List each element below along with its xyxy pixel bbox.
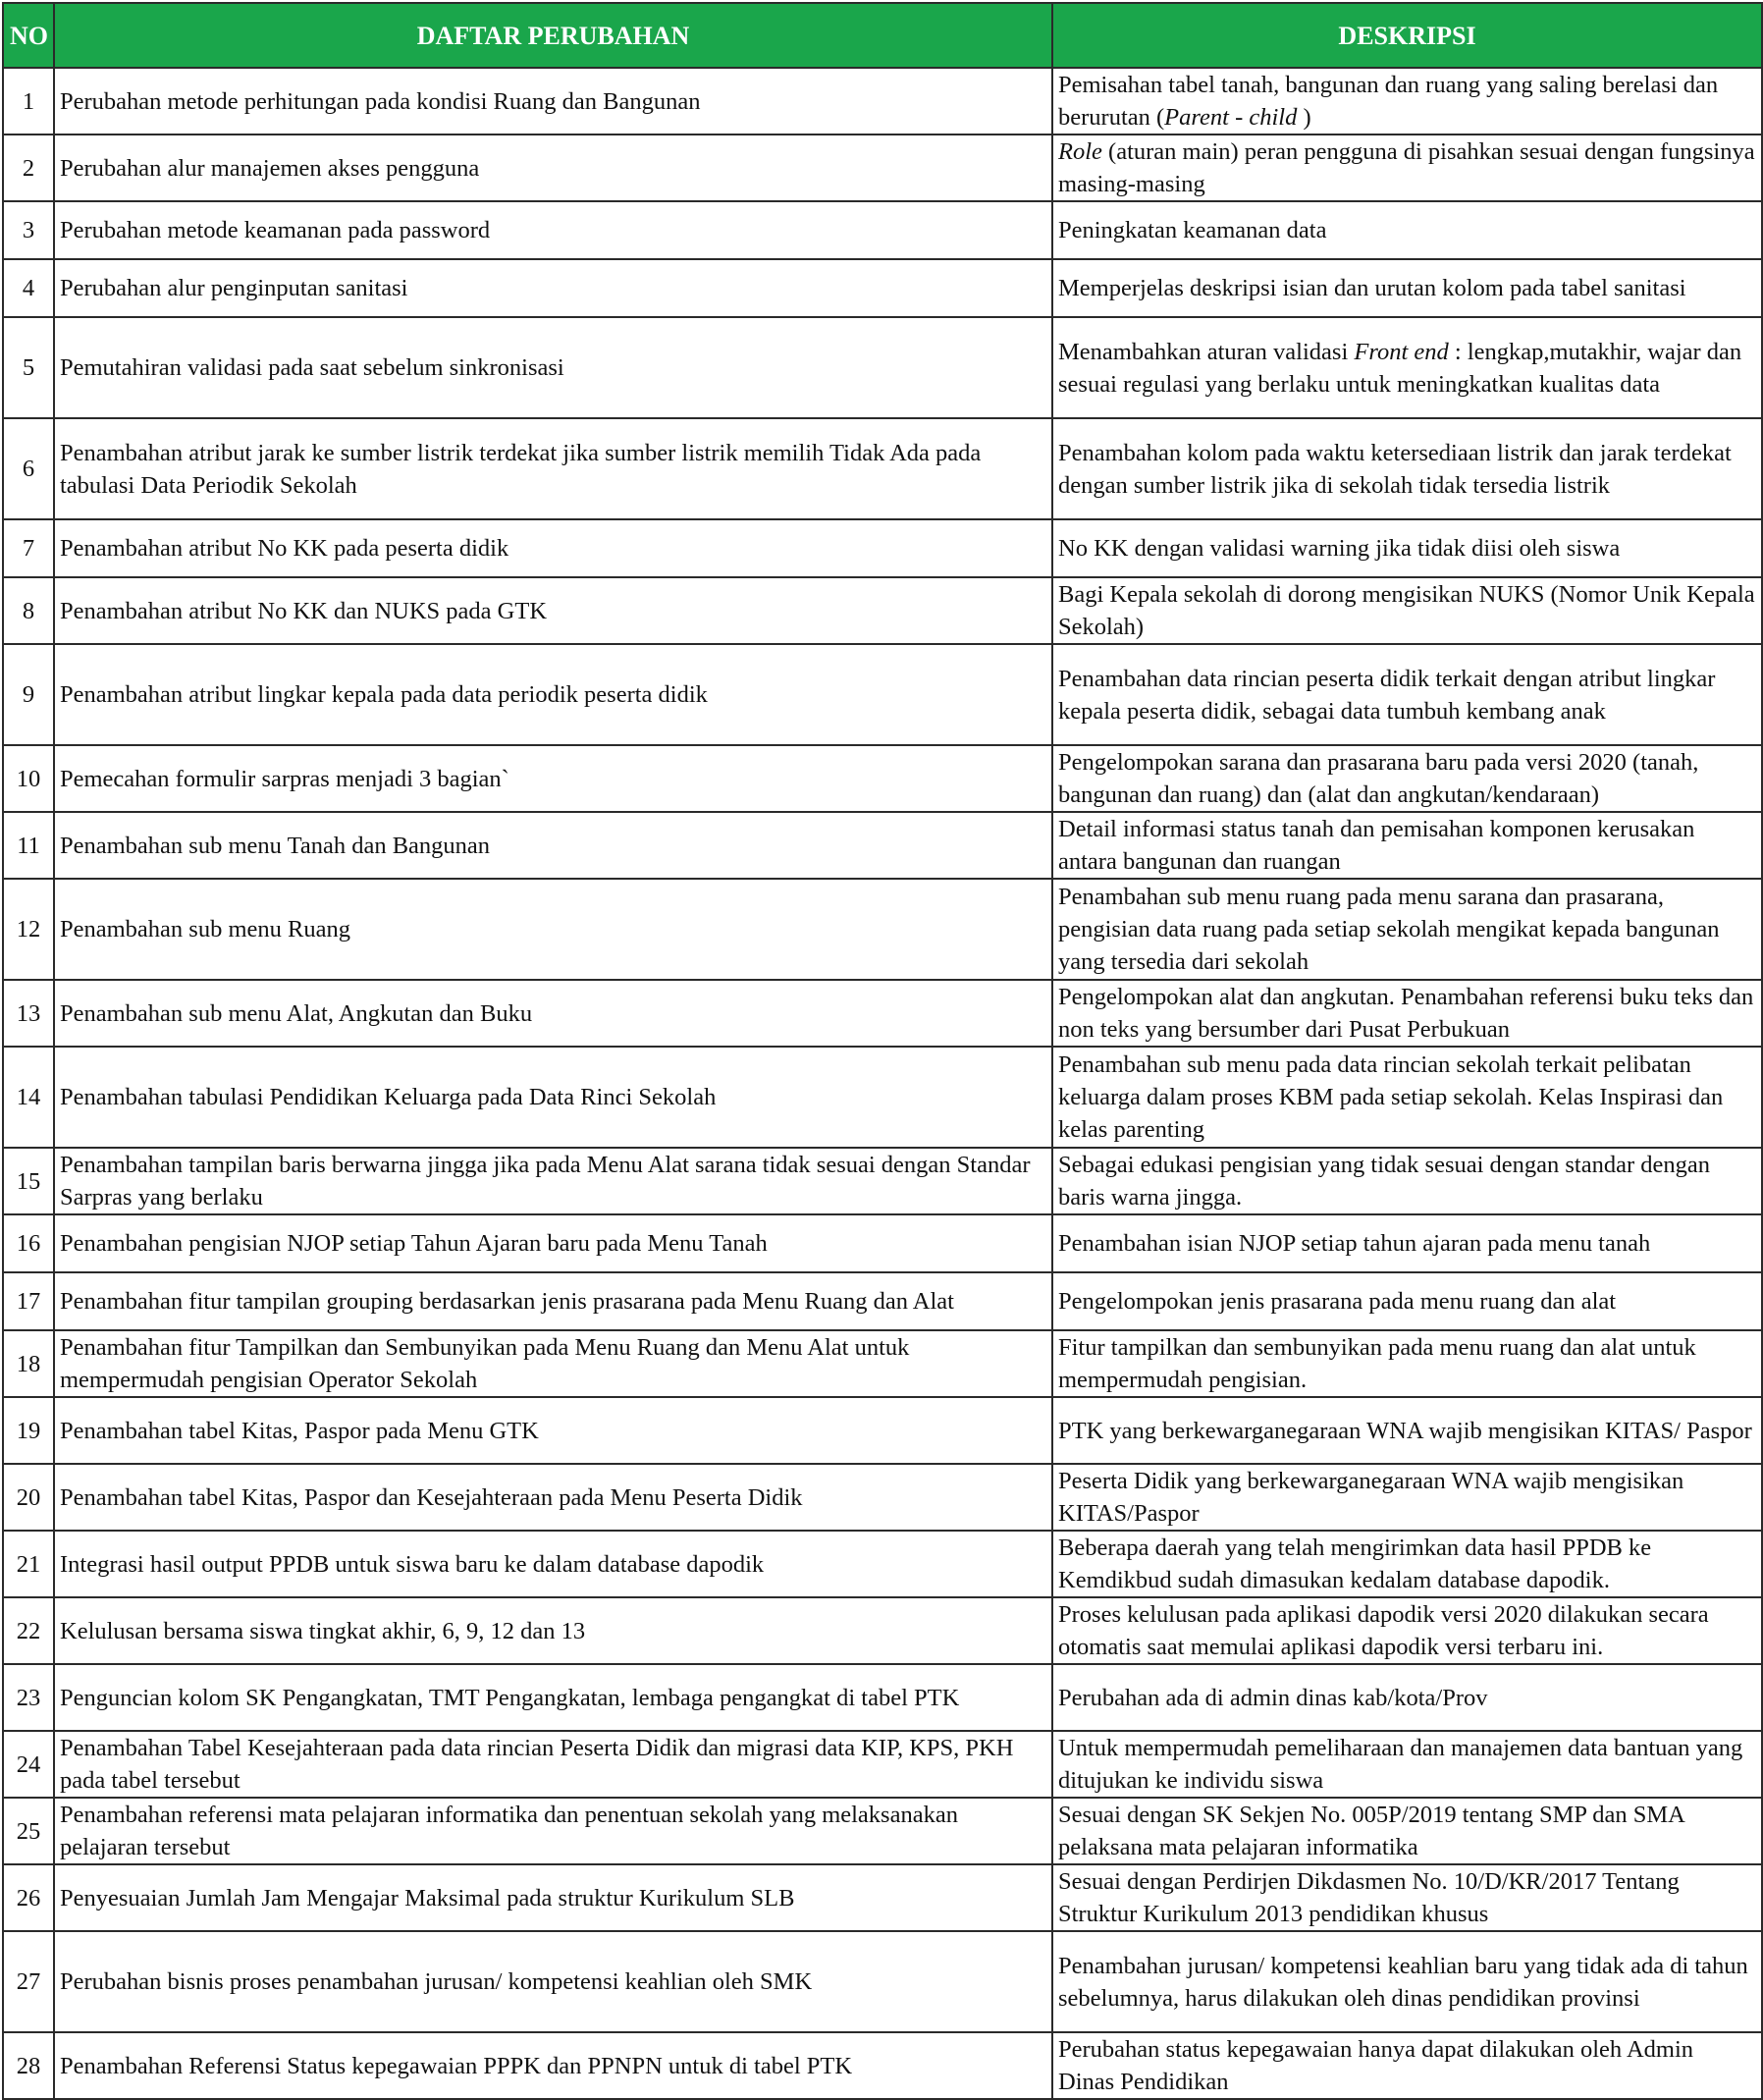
description-cell [1052, 1464, 1762, 1531]
change-item: Penambahan Tabel Kesejahteraan pada data rincian Peserta Didik dan migrasi data KIP, KPS, PKH pada tabel tersebut [54, 1731, 1052, 1798]
table-row [3, 644, 1762, 745]
row-number: 17 [3, 1272, 54, 1330]
row-number: 2 [3, 135, 54, 201]
change-item: Pemutahiran validasi pada saat sebelum sinkronisasi [54, 317, 1052, 418]
description-cell [1052, 1148, 1762, 1214]
description-cell [1052, 418, 1762, 519]
table-row [3, 1731, 1762, 1798]
table-row [3, 418, 1762, 519]
description-text: (aturan main) peran pengguna di pisahkan sesuai dengan fungsinya masing-masing [1058, 138, 1755, 197]
description-cell [1052, 1931, 1762, 2032]
description-text: Penambahan jurusan/ kompetensi keahlian baru yang tidak ada di tahun sebelumnya, harus dilakukan oleh dinas pendidikan provinsi [1058, 1952, 1748, 2012]
change-item: Penambahan Referensi Status kepegawaian PPPK dan PPNPN untuk di tabel PTK [54, 2032, 1052, 2099]
description-cell [1052, 1531, 1762, 1597]
description-italic-text: Front end [1354, 338, 1449, 365]
table-row [3, 1464, 1762, 1531]
change-item: Pemecahan formulir sarpras menjadi 3 bagian` [54, 745, 1052, 812]
description-text: Peserta Didik yang berkewarganegaraan WNA wajib mengisikan KITAS/Paspor [1058, 1468, 1684, 1527]
table-header-row [3, 3, 1762, 68]
row-number: 23 [3, 1664, 54, 1731]
row-number: 18 [3, 1330, 54, 1397]
row-number: 14 [3, 1047, 54, 1148]
description-text: Pengelompokan alat dan angkutan. Penambahan referensi buku teks dan non teks yang bersumber dari Pusat Perbukuan [1058, 984, 1754, 1043]
table-row [3, 879, 1762, 980]
change-item: Penyesuaian Jumlah Jam Mengajar Maksimal pada struktur Kurikulum SLB [54, 1864, 1052, 1931]
table-row [3, 2032, 1762, 2099]
row-number: 3 [3, 201, 54, 259]
row-number: 12 [3, 879, 54, 980]
description-text: No KK dengan validasi warning jika tidak diisi oleh siswa [1058, 535, 1621, 562]
row-number: 4 [3, 259, 54, 317]
description-text: Pengelompokan jenis prasarana pada menu ruang dan alat [1058, 1288, 1617, 1315]
table-row [3, 812, 1762, 879]
description-cell [1052, 2032, 1762, 2099]
description-text: ) [1297, 104, 1311, 131]
change-item: Penguncian kolom SK Pengangkatan, TMT Pengangkatan, lembaga pengangkat di tabel PTK [54, 1664, 1052, 1731]
description-cell [1052, 745, 1762, 812]
row-number: 6 [3, 418, 54, 519]
change-item: Penambahan tabel Kitas, Paspor pada Menu GTK [54, 1397, 1052, 1464]
table-row [3, 1531, 1762, 1597]
description-text: Penambahan sub menu pada data rincian sekolah terkait pelibatan keluarga dalam proses KBM pada setiap sekolah. Kelas Inspirasi dan kelas parenting [1058, 1051, 1724, 1143]
change-item: Penambahan atribut jarak ke sumber listrik terdekat jika sumber listrik memilih Tidak Ada pada tabulasi Data Periodik Sekolah [54, 418, 1052, 519]
description-text: Bagi Kepala sekolah di dorong mengisikan NUKS (Nomor Unik Kepala Sekolah) [1058, 581, 1755, 640]
change-item: Perubahan alur manajemen akses pengguna [54, 135, 1052, 201]
description-text: Penambahan data rincian peserta didik terkait dengan atribut lingkar kepala peserta didik, sebagai data tumbuh kembang anak [1058, 665, 1716, 725]
table-row [3, 577, 1762, 644]
table-row [3, 259, 1762, 317]
description-cell [1052, 1798, 1762, 1864]
row-number: 27 [3, 1931, 54, 2032]
description-text: Fitur tampilkan dan sembunyikan pada menu ruang dan alat untuk mempermudah pengisian. [1058, 1334, 1696, 1393]
row-number: 25 [3, 1798, 54, 1864]
description-text: Sebagai edukasi pengisian yang tidak sesuai dengan standar dengan baris warna jingga. [1058, 1152, 1711, 1211]
description-cell [1052, 1864, 1762, 1931]
table-row [3, 745, 1762, 812]
header-description: DESKRIPSI [1052, 3, 1762, 68]
description-text: Peningkatan keamanan data [1058, 217, 1327, 243]
description-text: Penambahan kolom pada waktu ketersediaan listrik dan jarak terdekat dengan sumber listrik jika di sekolah tidak tersedia listrik [1058, 439, 1732, 499]
description-cell [1052, 1047, 1762, 1148]
change-item: Penambahan sub menu Alat, Angkutan dan Buku [54, 980, 1052, 1047]
description-text: Penambahan isian NJOP setiap tahun ajaran pada menu tanah [1058, 1230, 1651, 1257]
table-row [3, 1597, 1762, 1664]
description-cell [1052, 644, 1762, 745]
description-cell [1052, 1272, 1762, 1330]
change-item: Penambahan fitur Tampilkan dan Sembunyikan pada Menu Ruang dan Menu Alat untuk mempermudah pengisian Operator Sekolah [54, 1330, 1052, 1397]
description-text: Memperjelas deskripsi isian dan urutan kolom pada tabel sanitasi [1058, 275, 1686, 301]
row-number: 10 [3, 745, 54, 812]
description-cell [1052, 1397, 1762, 1464]
row-number: 1 [3, 68, 54, 135]
row-number: 24 [3, 1731, 54, 1798]
description-cell [1052, 1731, 1762, 1798]
description-cell [1052, 812, 1762, 879]
description-cell [1052, 980, 1762, 1047]
row-number: 19 [3, 1397, 54, 1464]
description-cell [1052, 1214, 1762, 1272]
description-cell [1052, 317, 1762, 418]
description-text: Sesuai dengan Perdirjen Dikdasmen No. 10/D/KR/2017 Tentang Struktur Kurikulum 2013 pendidikan khusus [1058, 1868, 1680, 1927]
description-cell [1052, 519, 1762, 577]
table-row [3, 1047, 1762, 1148]
change-item: Penambahan tampilan baris berwarna jingga jika pada Menu Alat sarana tidak sesuai dengan Standar Sarpras yang berlaku [54, 1148, 1052, 1214]
table-row [3, 1272, 1762, 1330]
table-row [3, 1798, 1762, 1864]
change-item: Kelulusan bersama siswa tingkat akhir, 6, 9, 12 dan 13 [54, 1597, 1052, 1664]
description-text: Pemisahan tabel tanah, bangunan dan ruang yang saling berelasi dan berurutan ( [1058, 72, 1719, 131]
table-row [3, 68, 1762, 135]
row-number: 28 [3, 2032, 54, 2099]
description-text: Detail informasi status tanah dan pemisahan komponen kerusakan antara bangunan dan ruangan [1058, 816, 1695, 875]
description-cell [1052, 1664, 1762, 1731]
change-item: Penambahan atribut No KK pada peserta didik [54, 519, 1052, 577]
header-no: NO [3, 3, 54, 68]
description-cell [1052, 135, 1762, 201]
row-number: 20 [3, 1464, 54, 1531]
change-item: Perubahan metode keamanan pada password [54, 201, 1052, 259]
table-row [3, 201, 1762, 259]
table-row [3, 1397, 1762, 1464]
change-item: Perubahan metode perhitungan pada kondisi Ruang dan Bangunan [54, 68, 1052, 135]
description-text: Beberapa daerah yang telah mengirimkan data hasil PPDB ke Kemdikbud sudah dimasukan kedalam database dapodik. [1058, 1535, 1652, 1593]
description-cell [1052, 879, 1762, 980]
table-row [3, 1148, 1762, 1214]
change-item: Penambahan referensi mata pelajaran informatika dan penentuan sekolah yang melaksanakan pelajaran tersebut [54, 1798, 1052, 1864]
row-number: 9 [3, 644, 54, 745]
table-row [3, 317, 1762, 418]
row-number: 22 [3, 1597, 54, 1664]
table-row [3, 1664, 1762, 1731]
row-number: 13 [3, 980, 54, 1047]
description-cell [1052, 1597, 1762, 1664]
change-item: Penambahan tabel Kitas, Paspor dan Kesejahteraan pada Menu Peserta Didik [54, 1464, 1052, 1531]
row-number: 21 [3, 1531, 54, 1597]
description-text: Proses kelulusan pada aplikasi dapodik versi 2020 dilakukan secara otomatis saat memulai aplikasi dapodik versi terbaru ini. [1058, 1601, 1709, 1660]
description-text: Untuk mempermudah pemeliharaan dan manajemen data bantuan yang ditujukan ke individu siswa [1058, 1735, 1743, 1794]
row-number: 16 [3, 1214, 54, 1272]
row-number: 8 [3, 577, 54, 644]
change-item: Penambahan tabulasi Pendidikan Keluarga pada Data Rinci Sekolah [54, 1047, 1052, 1148]
change-item: Penambahan atribut lingkar kepala pada data periodik peserta didik [54, 644, 1052, 745]
change-item: Penambahan fitur tampilan grouping berdasarkan jenis prasarana pada Menu Ruang dan Alat [54, 1272, 1052, 1330]
description-text: Penambahan sub menu ruang pada menu sarana dan prasarana, pengisian data ruang pada setiap sekolah mengikat kepada bangunan yang tersedia dari sekolah [1058, 884, 1720, 975]
row-number: 7 [3, 519, 54, 577]
description-text: Sesuai dengan SK Sekjen No. 005P/2019 tentang SMP dan SMA pelaksana mata pelajaran informatika [1058, 1802, 1684, 1860]
change-item: Integrasi hasil output PPDB untuk siswa baru ke dalam database dapodik [54, 1531, 1052, 1597]
table-row [3, 519, 1762, 577]
description-cell [1052, 259, 1762, 317]
table-body [3, 68, 1762, 2099]
row-number: 5 [3, 317, 54, 418]
description-text: PTK yang berkewarganegaraan WNA wajib mengisikan KITAS/ Paspor [1058, 1417, 1752, 1444]
change-item: Penambahan pengisian NJOP setiap Tahun Ajaran baru pada Menu Tanah [54, 1214, 1052, 1272]
description-cell [1052, 1330, 1762, 1397]
description-cell [1052, 577, 1762, 644]
row-number: 15 [3, 1148, 54, 1214]
header-change-list: DAFTAR PERUBAHAN [54, 3, 1052, 68]
table-row [3, 1330, 1762, 1397]
table-row [3, 1864, 1762, 1931]
change-item: Penambahan atribut No KK dan NUKS pada GTK [54, 577, 1052, 644]
table-row [3, 980, 1762, 1047]
change-item: Perubahan alur penginputan sanitasi [54, 259, 1052, 317]
description-cell [1052, 68, 1762, 135]
row-number: 26 [3, 1864, 54, 1931]
change-item: Perubahan bisnis proses penambahan jurusan/ kompetensi keahlian oleh SMK [54, 1931, 1052, 2032]
description-italic-text: Parent - child [1164, 104, 1298, 131]
description-italic-text: Role [1058, 138, 1102, 165]
table-row [3, 1931, 1762, 2032]
description-text: Perubahan ada di admin dinas kab/kota/Prov [1058, 1684, 1488, 1711]
description-text: Menambahkan aturan validasi [1058, 338, 1355, 365]
change-item: Penambahan sub menu Ruang [54, 879, 1052, 980]
change-item: Penambahan sub menu Tanah dan Bangunan [54, 812, 1052, 879]
description-text: : lengkap,mutakhir, wajar dan sesuai regulasi yang berlaku untuk meningkatkan kualitas data [1058, 338, 1742, 398]
description-text: Pengelompokan sarana dan prasarana baru pada versi 2020 (tanah, bangunan dan ruang) dan (alat dan angkutan/kendaraan) [1058, 749, 1699, 808]
description-cell [1052, 201, 1762, 259]
table-row [3, 1214, 1762, 1272]
description-text: Perubahan status kepegawaian hanya dapat dilakukan oleh Admin Dinas Pendidikan [1058, 2036, 1694, 2095]
table-row [3, 135, 1762, 201]
row-number: 11 [3, 812, 54, 879]
changes-table [2, 2, 1763, 2100]
